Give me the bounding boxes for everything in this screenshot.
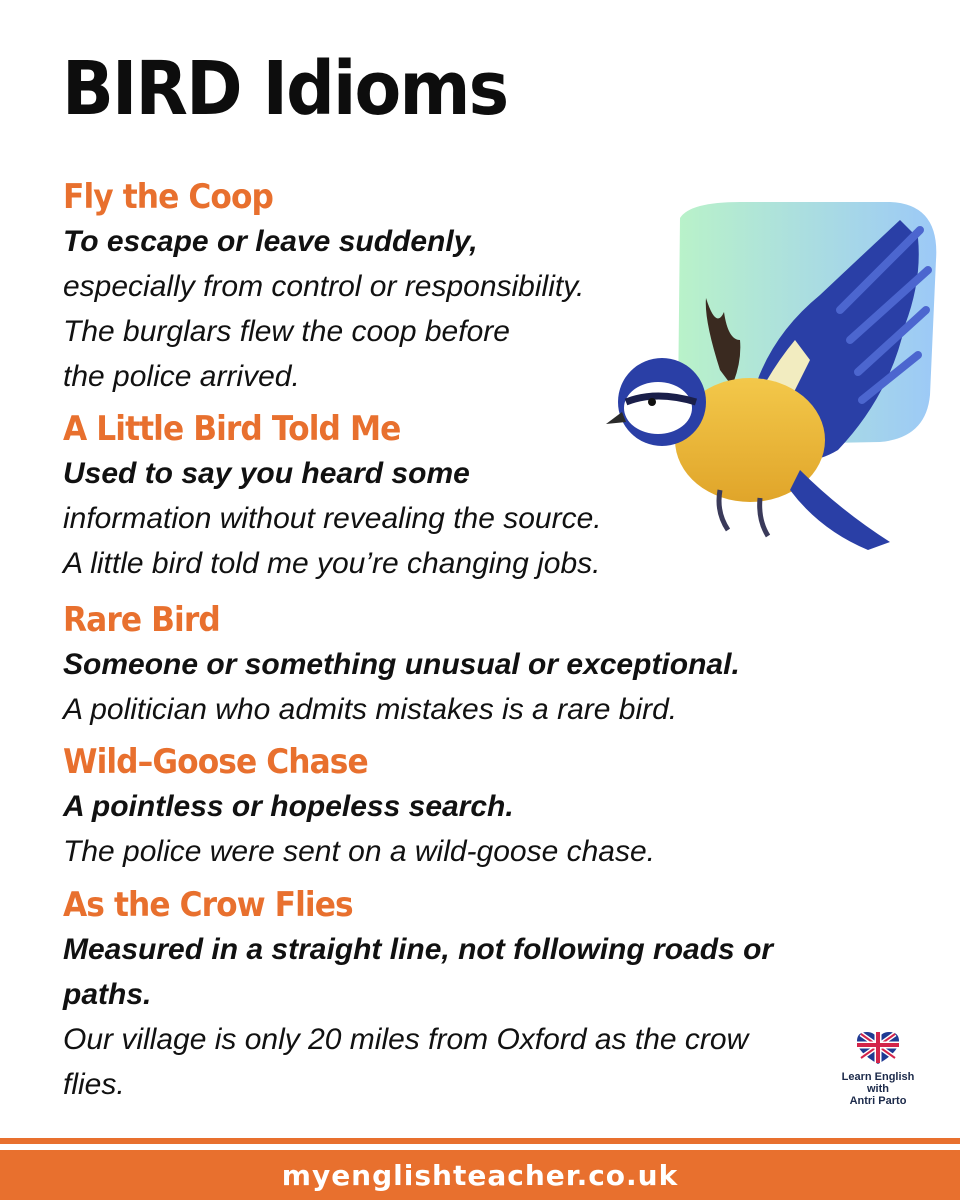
logo-line-3: Antri Parto [849,1095,907,1107]
idiom-title: As the Crow Flies [63,885,353,925]
idiom-title: A Little Bird Told Me [63,409,401,449]
logo-line-1: Learn English [841,1071,915,1083]
idiom-example: A politician who admits mistakes is a rare bird. [63,693,678,726]
idiom-a-little-bird-told-me [63,407,602,586]
idiom-fly-the-coop [63,175,584,399]
footer-website: myenglishteacher.co.uk [281,1158,679,1192]
idiom-title: Rare Bird [63,600,220,640]
tail [790,470,890,550]
eye [648,398,656,406]
blue-tit-bird-illustration [600,190,950,560]
idiom-example: especially from control or responsibility. The burglars flew the coop before the police arrived. [63,270,585,393]
idiom-example: Our village is only 20 miles from Oxford as the crow flies. [63,1023,749,1101]
idiom-definition: To escape or leave suddenly, [63,225,478,258]
idiom-example: The police were sent on a wild-goose chase. [63,835,656,868]
idiom-rare-bird [63,598,740,732]
idiom-title: Wild–Goose Chase [63,742,368,782]
idiom-example: information without revealing the source. A little bird told me you’re changing jobs. [63,502,602,580]
idiom-title: Fly the Coop [63,177,273,217]
idiom-definition: Measured in a straight line, not following roads or paths. [63,933,774,1011]
idiom-definition: Someone or something unusual or exceptional. [63,648,740,681]
cheek-white [624,382,692,434]
idiom-definition: A pointless or hopeless search. [63,790,514,823]
page-title: BIRD Idioms [62,46,508,132]
footer-divider [0,1138,960,1144]
logo-line-2: with [867,1083,889,1095]
brand-logo [828,1030,928,1107]
idiom-as-the-crow-flies [63,883,853,1107]
footer-bar [0,1150,960,1200]
union-jack-heart-icon [851,1030,905,1066]
idiom-definition: Used to say you heard some [63,457,470,490]
idiom-wild-goose-chase [63,740,655,874]
